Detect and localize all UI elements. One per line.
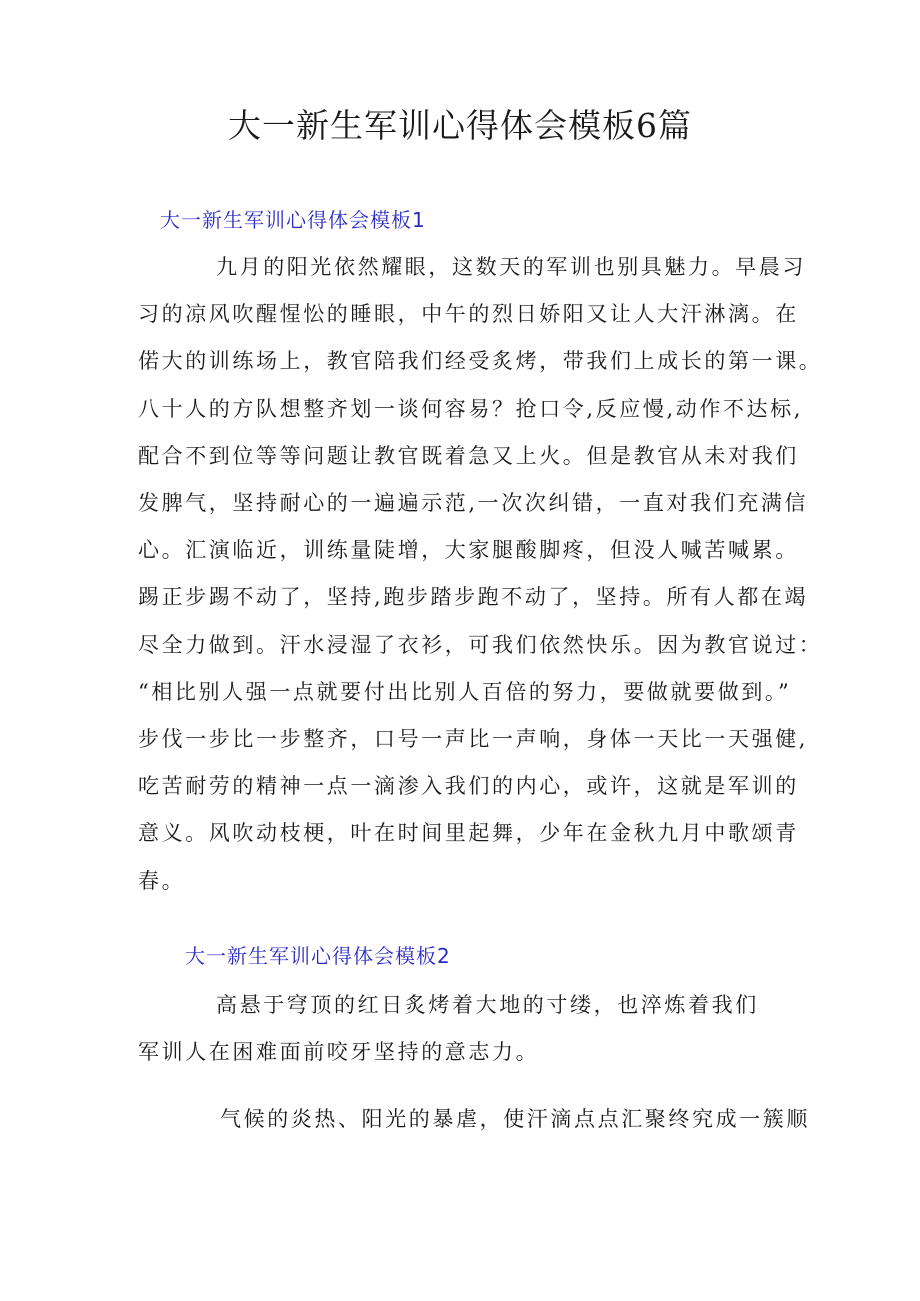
section-1-paragraph (138, 244, 823, 905)
paragraph-line: 军训人在困难面前咬牙坚持的意志力。 (138, 1040, 540, 1065)
paragraph-line: 发脾气，坚持耐心的一遍遍示范,一次次纠错，一直对我们充满信 (138, 491, 809, 516)
document-title: 大一新生军训心得体会模板6篇 (228, 106, 692, 145)
paragraph-line: 偌大的训练场上，教官陪我们经受炙烤，带我们上成长的第一课。 (138, 349, 823, 374)
paragraph-line: “相比别人强一点就要付出比别人百倍的努力，要做就要做到。” (138, 679, 792, 704)
section-heading-1: 大一新生军训心得体会模板1 (160, 208, 426, 232)
section-heading-2: 大一新生军训心得体会模板2 (185, 944, 451, 968)
paragraph-line: 配合不到位等等问题让教官既着急又上火。但是教官从未对我们 (138, 443, 799, 468)
paragraph-line: 八十人的方队想整齐划一谈何容易？抢口令,反应慢,动作不达标, (138, 396, 804, 421)
paragraph-line: 九月的阳光依然耀眼，这数天的军训也别具魅力。早晨习 (216, 255, 806, 279)
section-2-paragraph-2 (138, 1096, 810, 1143)
paragraph-line: 高悬于穹顶的红日炙烤着大地的寸缕，也淬炼着我们 (216, 993, 759, 1017)
paragraph-line: 吃苦耐劳的精神一点一滴渗入我们的内心，或许，这就是军训的 (138, 774, 799, 799)
paragraph-line: 踢正步踢不动了，坚持,跑步踏步跑不动了，坚持。所有人都在竭 (138, 585, 809, 610)
paragraph-line: 意义。风吹动枝梗，叶在时间里起舞，少年在金秋九月中歌颂青 (138, 821, 799, 846)
paragraph-line: 气候的炎热、阳光的暴虐，使汗滴点点汇聚终究成一簇顺 (220, 1107, 810, 1131)
paragraph-line: 春。 (138, 868, 186, 893)
paragraph-line: 步伐一步比一步整齐，口号一声比一声响，身体一天比一天强健, (138, 727, 809, 752)
paragraph-line: 心。汇演临近，训练量陡增，大家腿酸脚疼，但没人喊苦喊累。 (138, 538, 799, 563)
paragraph-line: 尽全力做到。汗水浸湿了衣衫，可我们依然快乐。因为教官说过： (138, 632, 823, 657)
section-2-paragraph-1 (138, 982, 800, 1076)
paragraph-line: 习的凉风吹醒惺忪的睡眼，中午的烈日娇阳又让人大汗淋漓。在 (138, 302, 799, 327)
